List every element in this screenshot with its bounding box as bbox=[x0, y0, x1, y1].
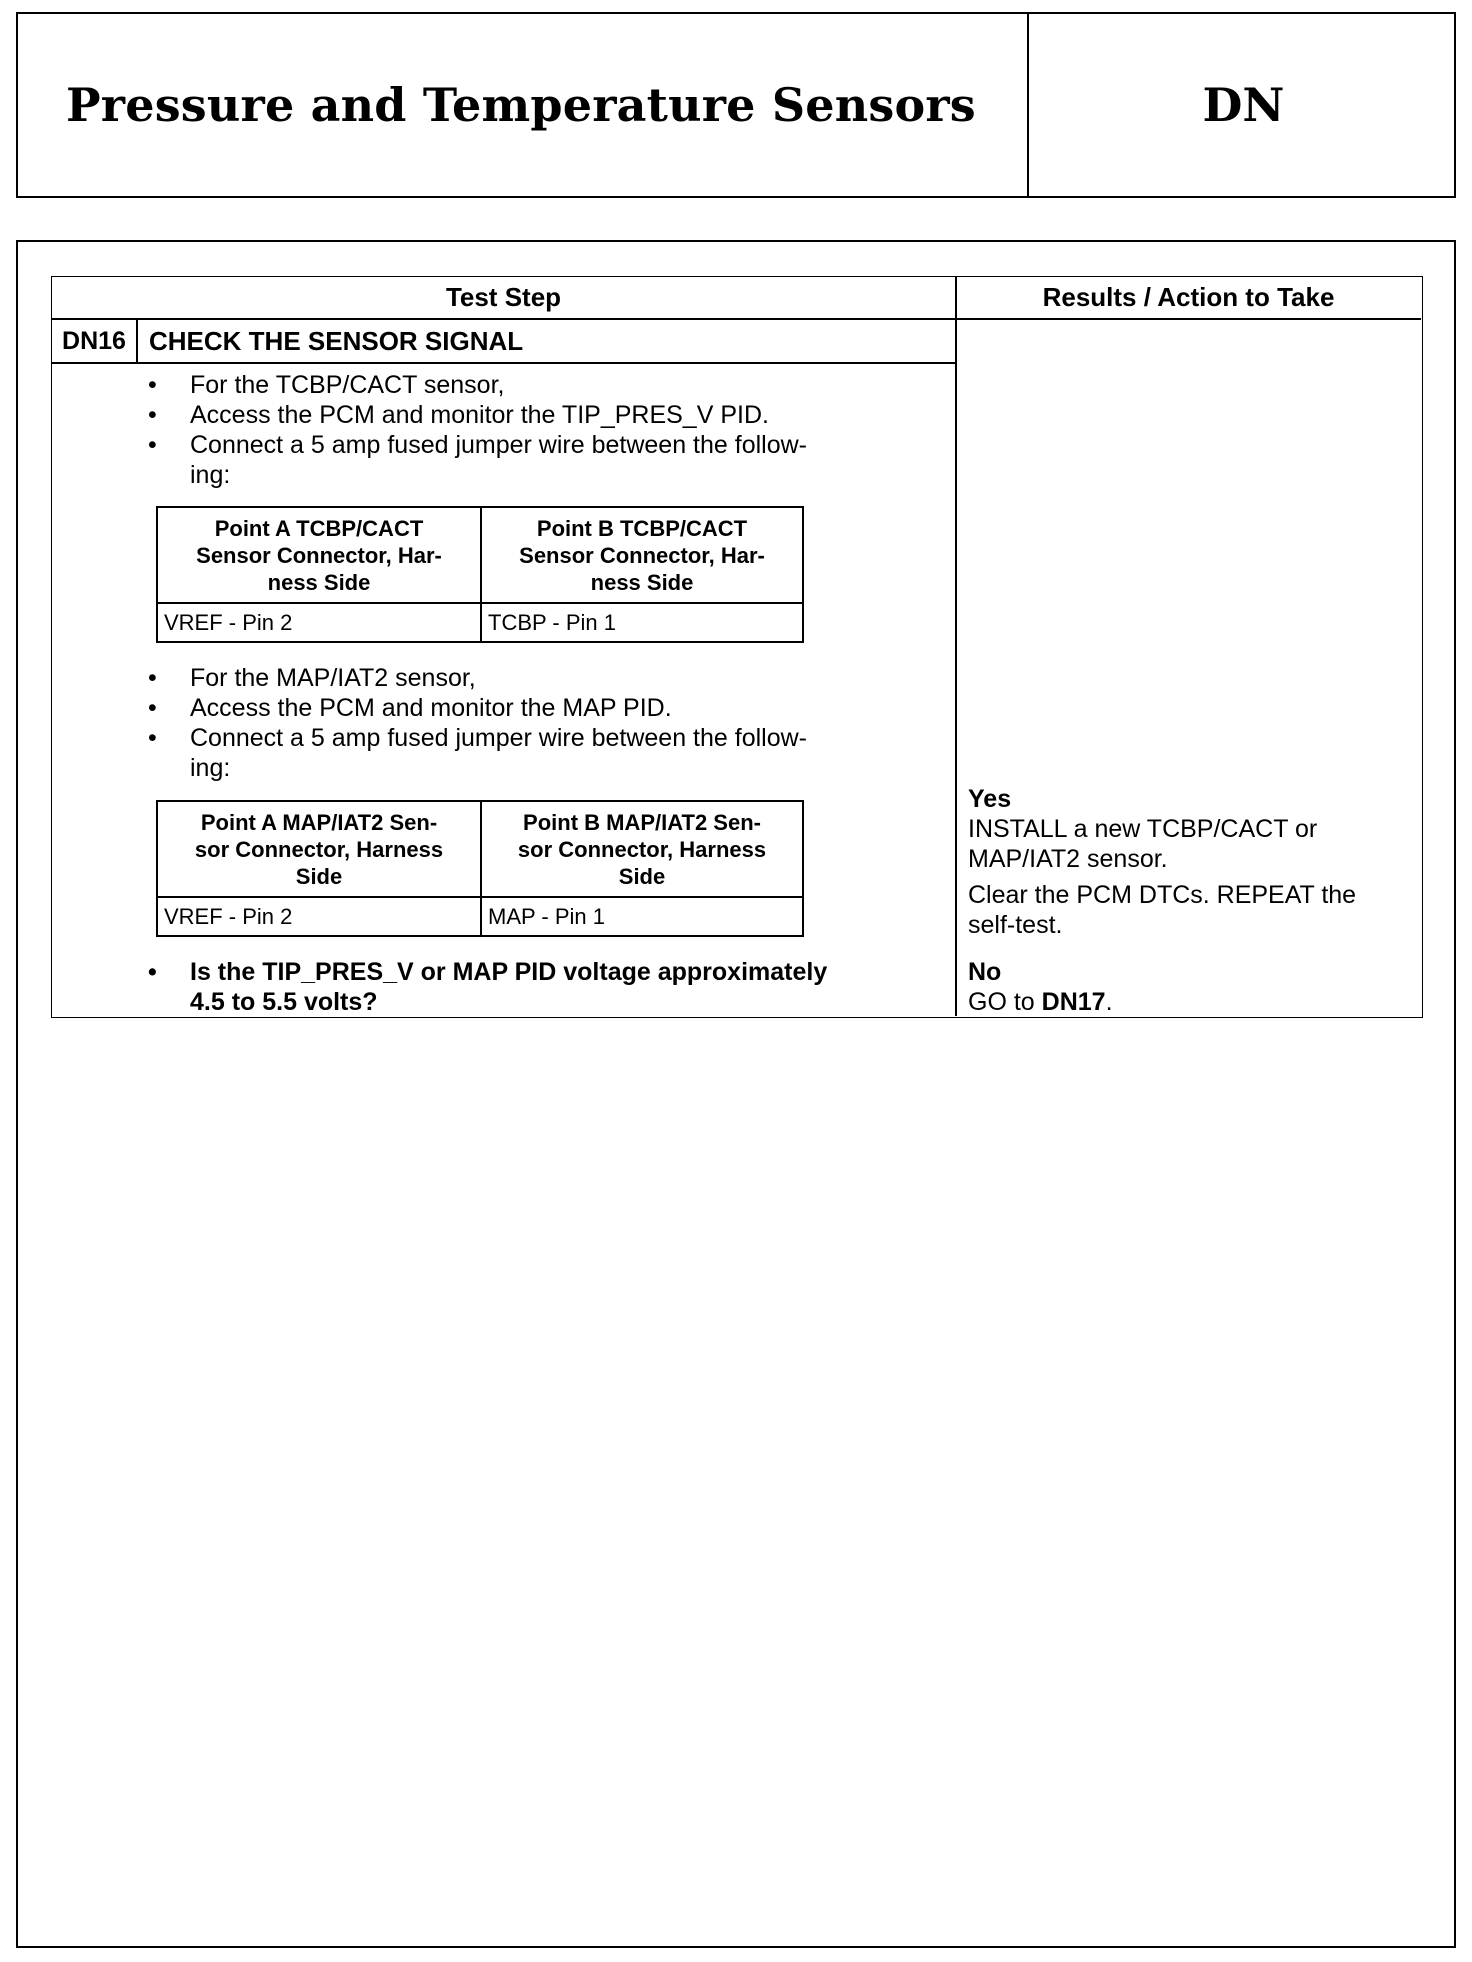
connector-table-map bbox=[156, 800, 804, 937]
test-question: • Is the TIP_PRES_V or MAP PID voltage approximately 4.5 to 5.5 volts? bbox=[148, 958, 828, 1016]
bullet: • bbox=[148, 371, 157, 399]
point-a-value: VREF - Pin 2 bbox=[164, 904, 293, 929]
instruction-item: • Connect a 5 amp fused jumper wire between the follow- bbox=[148, 724, 807, 752]
step-number-divider bbox=[136, 318, 138, 362]
page-header bbox=[16, 12, 1456, 198]
yes-label: Yes bbox=[968, 785, 1012, 813]
page-title: Pressure and Temperature Sensors bbox=[66, 78, 976, 132]
point-a-header: Point A MAP/IAT2 Sen- sor Connector, Harness Side bbox=[194, 809, 444, 889]
no-action: GO to DN17. bbox=[968, 988, 1113, 1016]
point-a-header: Point A TCBP/CACT Sensor Connector, Har- ness Side bbox=[196, 515, 442, 595]
step-title: CHECK THE SENSOR SIGNAL bbox=[149, 325, 524, 356]
yes-action: INSTALL a new TCBP/CACT or MAP/IAT2 sensor. bbox=[968, 815, 1318, 873]
point-b-header: Point B MAP/IAT2 Sen- sor Connector, Harness Side bbox=[480, 802, 802, 896]
result-yes bbox=[968, 784, 1418, 940]
point-b-value: TCBP - Pin 1 bbox=[480, 604, 802, 641]
bullet: • bbox=[148, 958, 157, 986]
point-b-header: Point B TCBP/CACT Sensor Connector, Har- ness Side bbox=[480, 508, 802, 602]
no-label: No bbox=[968, 958, 1002, 986]
bullet: • bbox=[148, 694, 157, 722]
procedure-table bbox=[51, 276, 1423, 1018]
bullet: • bbox=[148, 724, 157, 752]
column-divider bbox=[955, 277, 957, 1016]
yes-followup: Clear the PCM DTCs. REPEAT the self-test. bbox=[968, 881, 1357, 939]
point-a-value: VREF - Pin 2 bbox=[164, 610, 293, 635]
result-no bbox=[968, 957, 1418, 1017]
point-b-value: MAP - Pin 1 bbox=[480, 898, 802, 935]
instructions-map bbox=[142, 663, 952, 783]
instruction-item: • Connect a 5 amp fused jumper wire between the follow- bbox=[148, 431, 807, 459]
instruction-item: • Access the PCM and monitor the TIP_PRES_V PID. bbox=[148, 401, 769, 429]
instruction-item: • For the MAP/IAT2 sensor, bbox=[148, 664, 476, 692]
instruction-item: • Access the PCM and monitor the MAP PID. bbox=[148, 694, 672, 722]
section-code: DN bbox=[1027, 14, 1458, 196]
instruction-item: • For the TCBP/CACT sensor, bbox=[148, 371, 505, 399]
column-header-test-step: Test Step bbox=[445, 282, 562, 312]
step-number: DN16 bbox=[62, 326, 126, 355]
instruction-item-continued: ing: bbox=[190, 754, 231, 782]
bullet: • bbox=[148, 431, 157, 459]
connector-table-tcbp bbox=[156, 506, 804, 643]
bullet: • bbox=[148, 664, 157, 692]
column-header-results: Results / Action to Take bbox=[1042, 282, 1335, 312]
goto-step-link: DN17 bbox=[1041, 988, 1106, 1016]
instruction-item-continued: ing: bbox=[190, 461, 231, 489]
instructions-tcbp bbox=[142, 370, 952, 490]
bullet: • bbox=[148, 401, 157, 429]
